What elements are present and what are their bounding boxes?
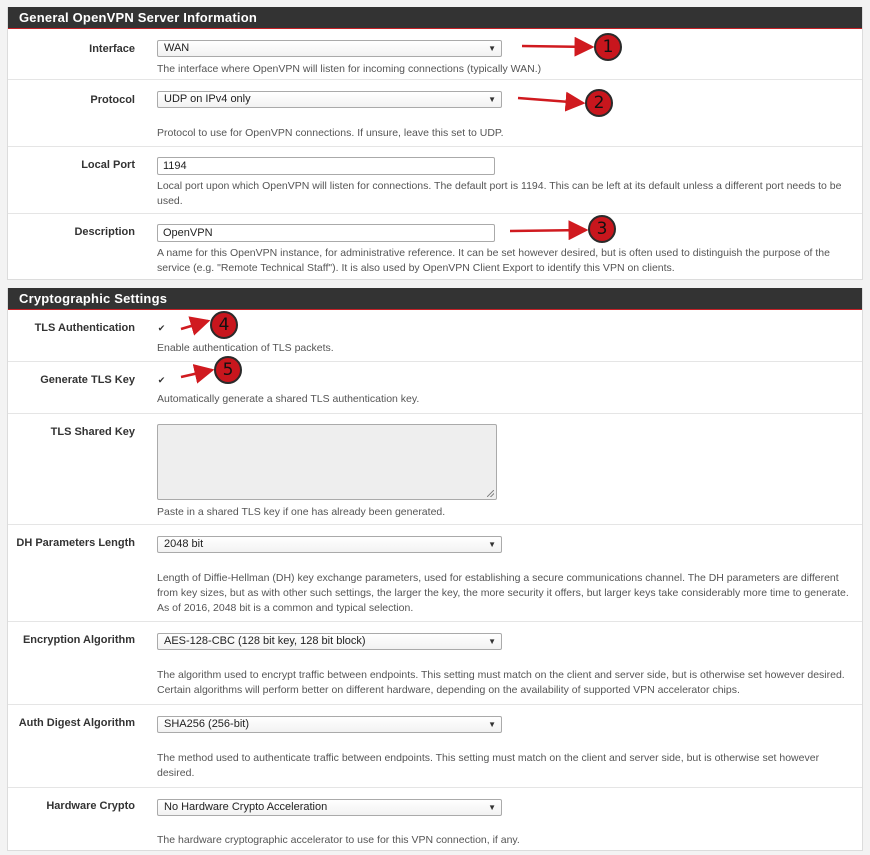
tls-auth-help: Enable authentication of TLS packets. — [157, 342, 334, 354]
tls-auth-label: TLS Authentication — [34, 322, 135, 334]
gen-tls-key-help: Automatically generate a shared TLS authentication key. — [157, 393, 420, 405]
auth-digest-select[interactable] — [157, 716, 502, 733]
hw-crypto-select-value: No Hardware Crypto Acceleration — [164, 801, 328, 813]
description-row — [8, 213, 862, 280]
chevron-down-icon: ▼ — [488, 540, 496, 549]
annotation-badge-4: 4 — [210, 311, 238, 339]
interface-help: The interface where OpenVPN will listen for incoming connections (typically WAN.) — [157, 63, 542, 75]
local-port-row — [8, 146, 862, 213]
local-port-help: Local port upon which OpenVPN will listen for connections. The default port is 1194. This can be left at its default unless a different port needs to be used. — [157, 180, 842, 207]
dh-length-select-value: 2048 bit — [164, 538, 204, 550]
local-port-input[interactable]: 1194 — [157, 157, 495, 175]
encryption-label: Encryption Algorithm — [22, 634, 135, 646]
interface-row — [8, 29, 862, 79]
chevron-down-icon: ▼ — [488, 44, 496, 53]
annotation-badge-1: 1 — [594, 33, 622, 61]
annotation-badge-5: 5 — [214, 356, 242, 384]
protocol-label: Protocol — [90, 94, 135, 106]
protocol-select-value: UDP on IPv4 only — [164, 93, 251, 105]
hw-crypto-help: The hardware cryptographic accelerator to use for this VPN connection, if any. — [157, 834, 520, 846]
crypto-settings-panel — [7, 288, 863, 851]
encryption-row — [8, 621, 862, 704]
hw-crypto-row — [8, 787, 862, 854]
auth-digest-label: Auth Digest Algorithm — [18, 717, 135, 729]
resize-grip-icon[interactable] — [487, 490, 494, 497]
annotation-badge-3: 3 — [588, 215, 616, 243]
interface-select-value: WAN — [164, 42, 190, 54]
encryption-help: The algorithm used to encrypt traffic between endpoints. This setting must match on the client and server side, but is otherwise set however desired. Certain algorithms will perform better on different hardware, depending on the availability of supported VPN accelerator chips. — [157, 669, 845, 696]
local-port-label: Local Port — [81, 159, 135, 171]
encryption-select[interactable] — [157, 633, 502, 650]
gen-tls-key-label: Generate TLS Key — [40, 374, 135, 386]
hw-crypto-label: Hardware Crypto — [46, 800, 135, 812]
description-input[interactable]: OpenVPN — [157, 224, 495, 242]
chevron-down-icon: ▼ — [488, 720, 496, 729]
tls-shared-key-row — [8, 413, 862, 524]
chevron-down-icon: ▼ — [488, 803, 496, 812]
dh-length-help: Length of Diffie-Hellman (DH) key exchange parameters, used for establishing a secure communications channel. The DH parameters are different from key sizes, but as with other such settings, the larger the key, the more security it offers, but larger keys take considerably more time to generate. As of 2016, 2048 bit is a common and typical selection. — [157, 572, 849, 614]
protocol-help: Protocol to use for OpenVPN connections. If unsure, leave this set to UDP. — [157, 127, 504, 139]
hw-crypto-select[interactable] — [157, 799, 502, 816]
tls-auth-row — [8, 310, 862, 361]
description-label: Description — [74, 226, 135, 238]
dh-length-select[interactable] — [157, 536, 502, 553]
auth-digest-select-value: SHA256 (256-bit) — [164, 718, 249, 730]
gen-tls-key-checkbox[interactable]: ✔ — [157, 375, 166, 385]
general-panel-heading: General OpenVPN Server Information — [8, 7, 862, 29]
encryption-select-value: AES-128-CBC (128 bit key, 128 bit block) — [164, 635, 366, 647]
dh-length-row — [8, 524, 862, 621]
tls-shared-key-textarea[interactable] — [157, 424, 497, 500]
gen-tls-key-row — [8, 361, 862, 413]
auth-digest-help: The method used to authenticate traffic between endpoints. This setting must match on the client and server side, but is otherwise set however desired. — [157, 752, 820, 779]
protocol-row — [8, 79, 862, 146]
tls-auth-checkbox[interactable]: ✔ — [157, 323, 166, 333]
chevron-down-icon: ▼ — [488, 637, 496, 646]
description-help: A name for this OpenVPN instance, for administrative reference. It can be set however desired, but is often used to distinguish the purpose of the service (e.g. "Remote Technical Staff"). It is also used by OpenVPN Client Export to identify this VPN on clients. — [157, 247, 830, 274]
tls-shared-key-label: TLS Shared Key — [50, 426, 135, 438]
tls-shared-key-help: Paste in a shared TLS key if one has already been generated. — [157, 506, 446, 518]
general-settings-panel — [7, 7, 863, 280]
interface-label: Interface — [89, 43, 135, 55]
crypto-panel-heading: Cryptographic Settings — [8, 288, 862, 310]
annotation-badge-2: 2 — [585, 89, 613, 117]
dh-length-label: DH Parameters Length — [16, 537, 135, 549]
interface-select[interactable] — [157, 40, 502, 57]
chevron-down-icon: ▼ — [488, 95, 496, 104]
auth-digest-row — [8, 704, 862, 787]
protocol-select[interactable] — [157, 91, 502, 108]
